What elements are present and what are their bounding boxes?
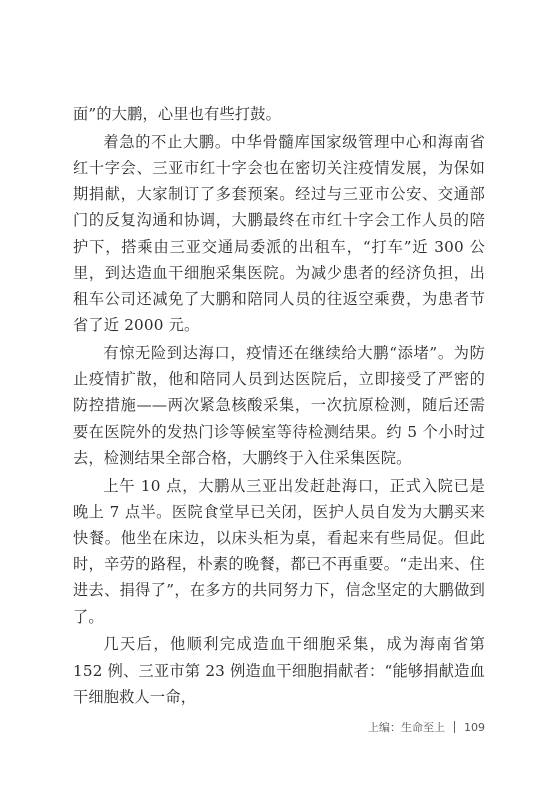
body-text bbox=[73, 101, 485, 710]
paragraph-3: 有惊无险到达海口，疫情还在继续给大鹏“添堵”。为防止疫情扩散，他和陪同人员到达医院后，立即接受了严密的防控措施——两次紧急核酸采集，一次抗原检测，随后还需要在医院外的发热门诊等候室等待检测结果。约 5 个小时过去，检测结果全部合格，大鹏终于入住采集医院。 bbox=[73, 344, 485, 467]
footer-divider bbox=[454, 721, 455, 733]
page-number: 109 bbox=[464, 720, 485, 734]
paragraph-5: 几天后，他顺利完成造血干细胞采集，成为海南省第 152 例、三亚市第 23 例造血干细胞捐献者：“能够捐献造血干细胞救人一命， bbox=[73, 635, 485, 706]
paragraph-1: 面”的大鹏，心里也有些打鼓。 bbox=[73, 105, 282, 123]
paragraph-4: 上午 10 点，大鹏从三亚出发赶赴海口，正式入院已是晚上 7 点半。医院食堂早已关闭，医护人员自发为大鹏买来快餐。他坐在床边，以床头柜为桌，看起来有些局促。但此时，辛劳的路程，朴素的晚餐，都已不再重要。“走出来、住进去、捐得了”，在多方的共同努力下，信念坚定的大鹏做到了。 bbox=[73, 476, 485, 626]
paragraph-2: 着急的不止大鹏。中华骨髓库国家级管理中心和海南省红十字会、三亚市红十字会也在密切关注疫情发展，为保如期捐献，大家制订了多套预案。经过与三亚市公安、交通部门的反复沟通和协调，大鹏最终在市红十字会工作人员的陪护下，搭乘由三亚交通局委派的出租车，“打车”近 300 公里，到达造血干细胞采集医院。为减少患者的经济负担，出租车公司还减免了大鹏和陪同人员的往返空乘费，为患者节省了近 2000 元。 bbox=[73, 132, 485, 335]
page-footer bbox=[0, 719, 485, 735]
running-section-title: 上编：生命至上 bbox=[368, 721, 445, 734]
